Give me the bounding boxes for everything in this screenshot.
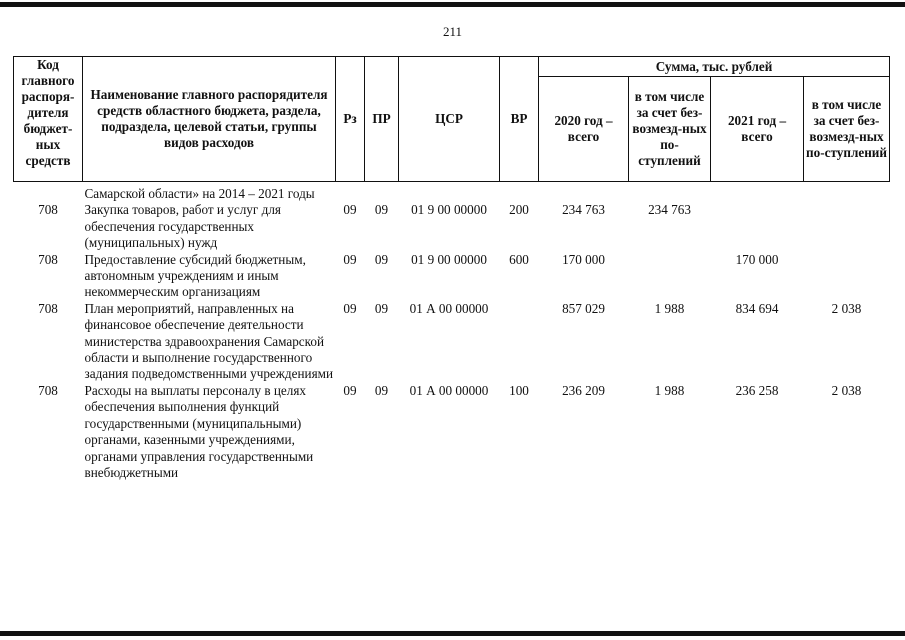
row-2021-total: 170 000 <box>735 251 779 267</box>
row-name: Расходы на выплаты персоналу в целях обеспечения выполнения функций государственными (муниципальными) органами, казенными учреждениями, органами управления государственными внебюджетными <box>84 382 314 480</box>
header-code: Код главного распоря-дителя бюджет-ных средств <box>14 57 83 182</box>
row-pr: 09 <box>374 202 389 218</box>
row-rz: 09 <box>343 300 357 316</box>
row-pr <box>365 186 399 202</box>
row-csr: 01 А 00 00000 <box>409 300 489 316</box>
row-2020-total <box>539 186 629 202</box>
row-name: Предоставление субсидий бюджетным, автономным учреждениям и иным некоммерческим организациям <box>84 251 306 300</box>
header-2021-total: 2021 год – всего <box>711 77 804 182</box>
row-vr <box>500 301 539 383</box>
header-pr: ПР <box>365 57 399 182</box>
row-rz: 09 <box>343 202 357 218</box>
row-2020-free: 1 988 <box>654 382 685 398</box>
row-vr: 200 <box>509 202 529 218</box>
header-vr: ВР <box>500 57 539 182</box>
row-csr: 01 9 00 00000 <box>411 251 487 267</box>
row-code: 708 <box>38 202 58 218</box>
table-row <box>14 383 890 481</box>
row-vr <box>500 186 539 202</box>
header-rz: Рз <box>336 57 365 182</box>
row-2020-free: 234 763 <box>648 202 691 218</box>
table-row <box>14 186 890 202</box>
row-code: 708 <box>38 251 58 267</box>
header-2020-free: в том числе за счет без-возмезд-ных по-ступлений <box>629 77 711 182</box>
header-2020-total: 2020 год – всего <box>539 77 629 182</box>
row-2020-free <box>629 252 711 301</box>
row-name: План мероприятий, направленных на финансовое обеспечение деятельности министерства здравоохранения Самарской области и выполнение государственного задания подведомственными учреждениями <box>84 300 334 382</box>
header-csr: ЦСР <box>399 57 500 182</box>
table-row <box>14 202 890 251</box>
header-sum: Сумма, тыс. рублей <box>539 57 890 77</box>
row-pr: 09 <box>374 251 389 267</box>
row-rz: 09 <box>343 382 357 398</box>
page-number: 211 <box>442 24 463 39</box>
table-row <box>14 301 890 383</box>
row-2021-total: 834 694 <box>735 300 779 316</box>
row-2021-free <box>804 186 890 202</box>
table-row <box>14 252 890 301</box>
row-vr: 600 <box>509 251 529 267</box>
row-csr: 01 9 00 00000 <box>411 202 487 218</box>
row-2020-total: 234 763 <box>562 202 605 218</box>
row-rz: 09 <box>343 251 357 267</box>
budget-table <box>13 56 890 481</box>
row-code <box>14 186 83 202</box>
row-vr: 100 <box>509 382 529 398</box>
row-2021-free: 2 038 <box>831 382 862 398</box>
row-2020-total: 170 000 <box>562 251 605 267</box>
bottom-rule <box>0 631 905 636</box>
row-rz <box>336 186 365 202</box>
header-2021-free: в том числе за счет без-возмезд-ных по-ступлений <box>804 77 890 182</box>
row-2020-total: 857 029 <box>562 300 605 316</box>
row-2020-free: 1 988 <box>654 300 685 316</box>
row-2021-total <box>711 186 804 202</box>
row-2020-free <box>629 186 711 202</box>
row-2021-total <box>711 202 804 251</box>
row-code: 708 <box>38 300 58 316</box>
row-csr <box>399 186 500 202</box>
row-pr: 09 <box>374 300 389 316</box>
row-pr: 09 <box>374 382 389 398</box>
row-csr: 01 А 00 00000 <box>409 382 489 398</box>
row-2021-total: 236 258 <box>735 382 779 398</box>
row-2020-total: 236 209 <box>562 382 605 398</box>
header-name: Наименование главного распорядителя средств областного бюджета, раздела, подраздела, целевой статьи, группы видов расходов <box>83 57 336 182</box>
top-rule <box>0 2 905 7</box>
row-code: 708 <box>38 382 58 398</box>
row-2021-free <box>804 252 890 301</box>
row-2021-free: 2 038 <box>831 300 862 316</box>
row-2021-free <box>804 202 890 251</box>
row-name: Самарской области» на 2014 – 2021 годы <box>84 186 315 201</box>
row-name: Закупка товаров, работ и услуг для обеспечения государственных (муниципальных) нужд <box>84 202 281 251</box>
